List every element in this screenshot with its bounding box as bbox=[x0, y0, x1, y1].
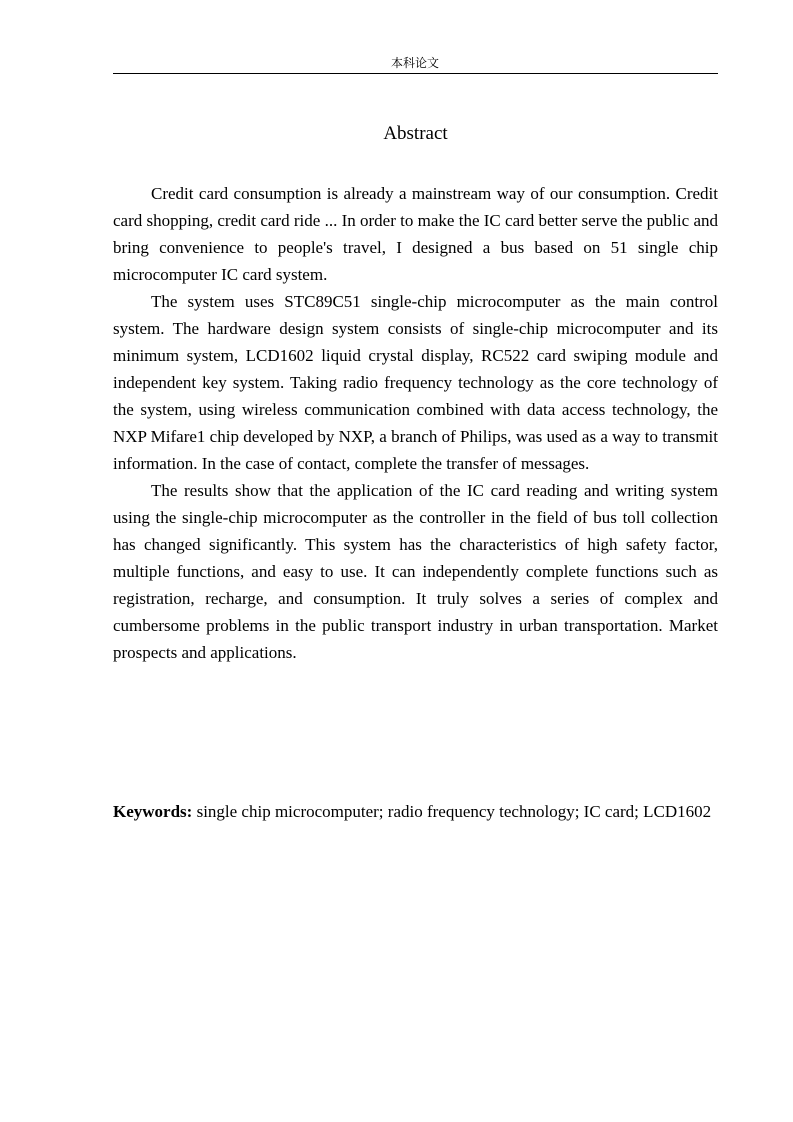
abstract-paragraph: Credit card consumption is already a mainstream way of our consumption. Credit card shopping, credit card ride ... In order to make the IC card better serve the public and bring convenience to people's travel, I designed a bus based on 51 single chip microcomputer IC card system. bbox=[113, 184, 718, 284]
keywords-label: Keywords: bbox=[113, 802, 193, 821]
abstract-paragraph: The results show that the application of the IC card reading and writing system using the single-chip microcomputer as the controller in the field of bus toll collection has changed significantly. This system has the characteristics of high safety factor, multiple functions, and easy to use. It can independently complete functions such as registration, recharge, and consumption. It truly solves a series of complex and cumbersome problems in the public transport industry in urban transportation. Market prospects and applications. bbox=[113, 481, 718, 662]
abstract-paragraph: The system uses STC89C51 single-chip microcomputer as the main control system. The hardware design system consists of single-chip microcomputer and its minimum system, LCD1602 liquid crystal display, RC522 card swiping module and independent key system. Taking radio frequency technology as the core technology of the system, using wireless communication combined with data access technology, the NXP Mifare1 chip developed by NXP, a branch of Philips, was used as a way to transmit information. In the case of contact, complete the transfer of messages. bbox=[113, 292, 718, 473]
keywords-line bbox=[113, 798, 718, 825]
running-header: 本科论文 bbox=[390, 56, 439, 70]
header-rule bbox=[113, 73, 718, 74]
abstract-body bbox=[113, 180, 718, 666]
keywords-text: single chip microcomputer; radio frequency technology; IC card; LCD1602 bbox=[192, 802, 712, 821]
abstract-title: Abstract bbox=[383, 123, 448, 144]
